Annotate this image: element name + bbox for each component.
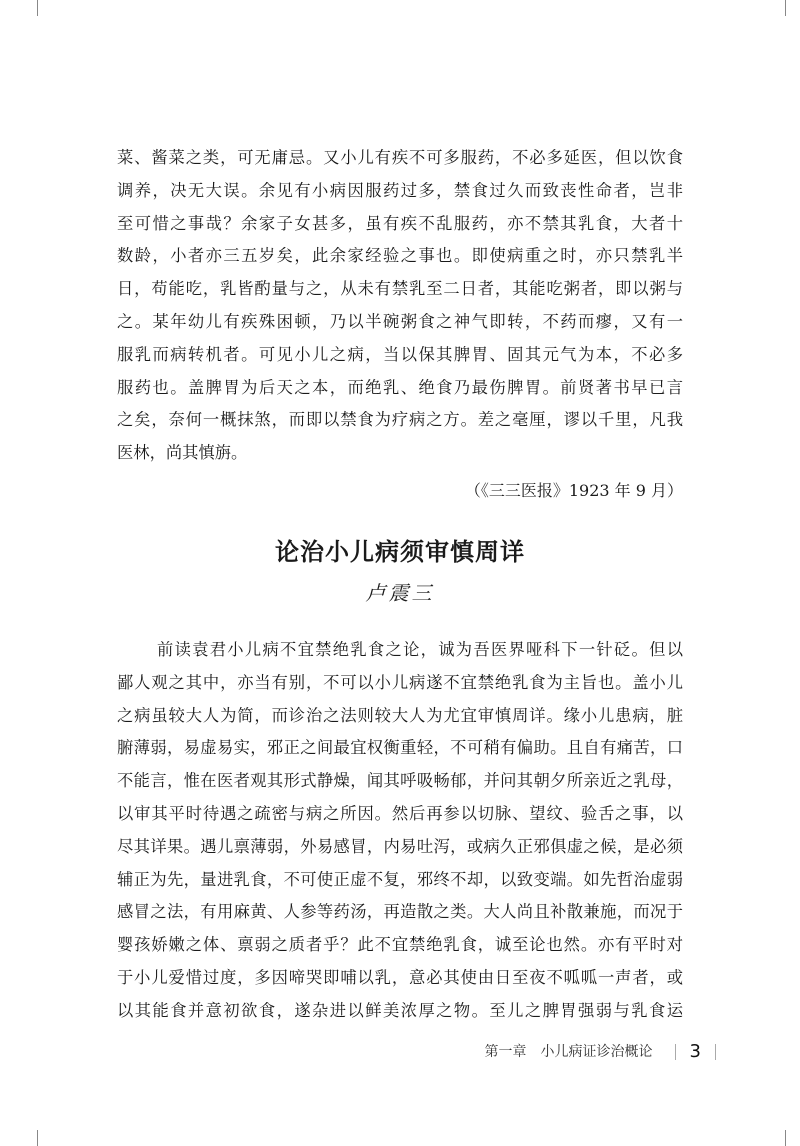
- text-line: 以审其平时待遇之疏密与病之所因。然后再参以切脉、望纹、验舌之事，以: [117, 803, 683, 823]
- text-line: 尽其详果。遇儿禀薄弱，外易感冒，内易吐泻，或病久正邪俱虚之候，是必须: [117, 836, 683, 856]
- article-author: 卢震三: [365, 581, 435, 605]
- text-line: 婴孩娇嫩之体、禀弱之质者乎？此不宜禁绝乳食，诚至论也然。亦有平时对: [117, 935, 683, 955]
- text-line: 不能言，惟在医者观其形式静燥，闻其呼吸畅郁，并问其朝夕所亲近之乳母，: [117, 771, 683, 791]
- text-line: 于小儿爱惜过度，多因啼哭即哺以乳，意必其使由日至夜不呱呱一声者，或: [117, 967, 683, 987]
- text-line: 至可惜之事哉？余家子女甚多，虽有疾不乱服药，亦不禁其乳食，大者十: [117, 213, 683, 233]
- text-line: 服乳而病转机者。可见小儿之病，当以保其脾胃、固其元气为本，不必多: [117, 344, 683, 364]
- divider: [675, 1044, 676, 1060]
- crop-mark: [37, 1130, 38, 1146]
- article-title: 论治小儿病须审慎周详: [275, 538, 525, 566]
- text-line: 日，苟能吃，乳皆酌量与之，从未有禁乳至二日者，其能吃粥者，即以粥与: [117, 279, 683, 299]
- chapter-title: 第一章 小儿病证诊治概论: [484, 1044, 653, 1060]
- page-number: 3: [689, 1041, 701, 1062]
- text-line: 医林，尚其慎旃。: [117, 443, 248, 463]
- text-line: 之矣，奈何一概抹煞，而即以禁食为疗病之方。差之毫厘，谬以千里，凡我: [117, 410, 683, 430]
- article-paragraph: [117, 634, 683, 1028]
- text-line: 辅正为先，量进乳食，不可使正虚不复，邪终不却，以致变端。如先哲治虚弱: [117, 869, 683, 889]
- divider: [715, 1044, 716, 1060]
- source-citation: （《三三医报》1923 年 9 月）: [464, 481, 683, 500]
- crop-mark: [37, 0, 38, 16]
- text-line: 以其能食并意初欲食，遂杂进以鲜美浓厚之物。至儿之脾胃强弱与乳食运: [117, 1000, 683, 1020]
- running-footer: [485, 1040, 730, 1064]
- text-line: 服药也。盖脾胃为后天之本，而绝乳、绝食乃最伤脾胃。前贤著书早已言: [117, 377, 683, 397]
- crop-mark: [785, 1130, 786, 1146]
- text-line: 感冒之法，有用麻黄、人参等药汤，再造散之类。大人尚且补散兼施，而况于: [117, 902, 683, 922]
- text-line: 之病虽较大人为简，而诊治之法则较大人为尤宜审慎周详。缘小儿患病，脏: [117, 705, 683, 725]
- text-line: 前读袁君小儿病不宜禁绝乳食之论，诚为吾医界哑科下一针砭。但以: [157, 640, 683, 659]
- paragraph-continued: [117, 142, 683, 470]
- text-line: 调养，决无大误。余见有小病因服药过多，禁食过久而致丧性命者，岂非: [117, 180, 683, 200]
- crop-mark: [785, 0, 786, 16]
- text-line: 数龄，小者亦三五岁矣，此余家经验之事也。即使病重之时，亦只禁乳半: [117, 246, 683, 266]
- text-line: 鄙人观之其中，亦当有别，不可以小儿病遂不宜禁绝乳食为主旨也。盖小儿: [117, 672, 683, 692]
- text-line: 菜、酱菜之类，可无庸忌。又小儿有疾不可多服药，不必多延医，但以饮食: [117, 148, 683, 167]
- text-line: 之。某年幼儿有疾殊困顿，乃以半碗粥食之神气即转，不药而瘳，又有一: [117, 311, 683, 331]
- text-line: 腑薄弱，易虚易实，邪正之间最宜权衡重轻，不可稍有偏助。且自有痛苦，口: [117, 738, 683, 758]
